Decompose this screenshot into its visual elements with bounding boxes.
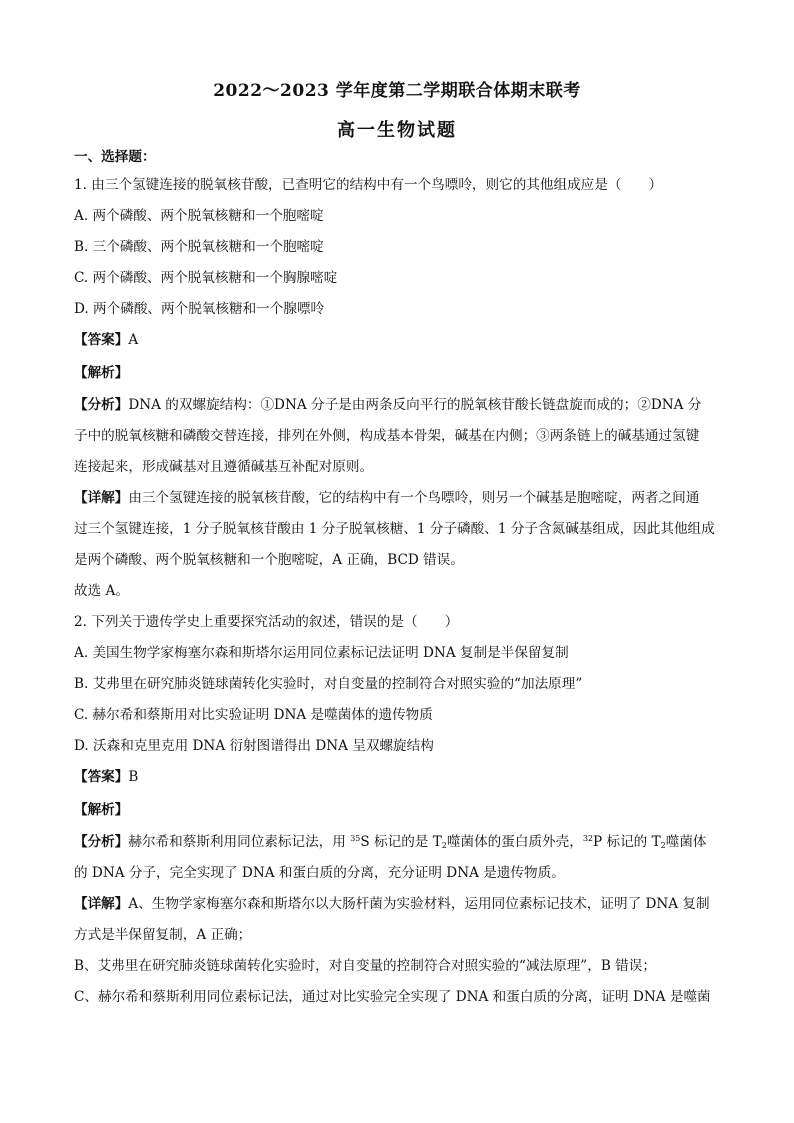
question-1-option-a: A. 两个磷酸、两个脱氧核糖和一个胞嘧啶 bbox=[74, 208, 324, 224]
question-1-stem: 1. 由三个氢键连接的脱氧核苷酸，已查明它的结构中有一个鸟嘌呤，则它的其他组成应是（ ） bbox=[74, 177, 663, 193]
question-2-option-b: B. 艾弗里在研究肺炎链球菌转化实验时，对自变量的控制符合对照实验的“加法原理” bbox=[74, 676, 583, 692]
question-1-xiangjie-line-2: 过三个氢键连接，1 分子脱氧核苷酸由 1 分子脱氧核糖、1 分子磷酸、1 分子含氮碱基组成，因此其他组成 bbox=[74, 521, 715, 537]
fenxi-text-2: S 标记的是 T bbox=[360, 834, 442, 850]
question-2-xiangjie-line-4: C、赫尔希和蔡斯利用同位素标记法，通过对比实验完全实现了 DNA 和蛋白质的分离，证明 DNA 是噬菌 bbox=[74, 989, 711, 1005]
question-1-fenxi-line-2: 子中的脱氧核糖和磷酸交替连接，排列在外侧，构成基本骨架，碱基在内侧；③两条链上的碱基通过氢键 bbox=[74, 428, 700, 444]
fenxi-text-5: 噬菌体 bbox=[665, 834, 707, 850]
isotope-mass-32: 32 bbox=[582, 834, 594, 843]
xiangjie-tag: 【详解】 bbox=[74, 896, 129, 912]
question-1-xiangjie-line-1 bbox=[74, 489, 724, 507]
question-1-fenxi-line-1 bbox=[74, 396, 724, 414]
question-2-xiangjie-line-1 bbox=[74, 895, 724, 913]
question-1-answer bbox=[74, 331, 724, 349]
phage-subscript: 2 bbox=[660, 841, 666, 850]
question-2-option-c: C. 赫尔希和蔡斯用对比实验证明 DNA 是噬菌体的遗传物质 bbox=[74, 707, 433, 723]
answer-value: A bbox=[128, 332, 139, 348]
question-1-analysis-tag: 【解析】 bbox=[74, 365, 129, 381]
question-2-option-a: A. 美国生物学家梅塞尔森和斯塔尔运用同位素标记法证明 DNA 复制是半保留复制 bbox=[74, 645, 569, 661]
isotope-mass-35: 35 bbox=[350, 834, 361, 843]
section-heading: 一、选择题： bbox=[74, 149, 156, 165]
phage-subscript: 2 bbox=[441, 841, 447, 850]
question-1-option-b: B. 三个磷酸、两个脱氧核糖和一个胞嘧啶 bbox=[74, 239, 324, 255]
xiangjie-tag: 【详解】 bbox=[74, 490, 129, 506]
exam-title: 2022～2023 学年度第二学期联合体期末联考 bbox=[213, 81, 581, 101]
question-1-xiangjie-line-3: 是两个磷酸、两个脱氧核糖和一个胞嘧啶，A 正确，BCD 错误。 bbox=[74, 552, 464, 568]
question-1-option-c: C. 两个磷酸、两个脱氧核糖和一个胸腺嘧啶 bbox=[74, 270, 338, 286]
fenxi-tag: 【分析】 bbox=[74, 834, 129, 850]
fenxi-text-4: P 标记的 T bbox=[593, 834, 661, 850]
fenxi-tag: 【分析】 bbox=[74, 397, 129, 413]
exam-subtitle: 高一生物试题 bbox=[337, 120, 457, 141]
question-2-xiangjie-line-3: B、艾弗里在研究肺炎链球菌转化实验时，对自变量的控制符合对照实验的“减法原理”，B 错误； bbox=[74, 958, 656, 974]
xiangjie-text: A、生物学家梅塞尔森和斯塔尔以大肠杆菌为实验材料，运用同位素标记技术，证明了 DNA 复制 bbox=[128, 896, 710, 912]
answer-tag: 【答案】 bbox=[74, 769, 129, 785]
question-1-conclusion: 故选 A。 bbox=[74, 583, 129, 599]
question-2-analysis-tag: 【解析】 bbox=[74, 802, 129, 818]
question-1-fenxi-line-3: 连接起来，形成碱基对且遵循碱基互补配对原则。 bbox=[74, 459, 374, 475]
question-2-xiangjie-line-2: 方式是半保留复制，A 正确； bbox=[74, 927, 252, 943]
answer-value: B bbox=[128, 769, 139, 785]
fenxi-text: DNA 的双螺旋结构：①DNA 分子是由两条反向平行的脱氧核苷酸长链盘旋而成的；②DNA 分 bbox=[128, 397, 702, 413]
question-1-option-d: D. 两个磷酸、两个脱氧核糖和一个腺嘌呤 bbox=[74, 301, 325, 317]
question-2-option-d: D. 沃森和克里克用 DNA 衍射图谱得出 DNA 呈双螺旋结构 bbox=[74, 738, 434, 754]
fenxi-text-1: 赫尔希和蔡斯利用同位素标记法，用 bbox=[128, 834, 351, 850]
question-2-stem: 2. 下列关于遗传学史上重要探究活动的叙述，错误的是（ ） bbox=[74, 614, 459, 630]
answer-tag: 【答案】 bbox=[74, 332, 129, 348]
xiangjie-text: 由三个氢键连接的脱氧核苷酸，它的结构中有一个鸟嘌呤，则另一个碱基是胞嘧啶，两者之间通 bbox=[128, 490, 700, 506]
question-2-fenxi-line-2: 的 DNA 分子，完全实现了 DNA 和蛋白质的分离，充分证明 DNA 是遗传物质。 bbox=[74, 865, 565, 881]
fenxi-text-3: 噬菌体的蛋白质外壳， bbox=[446, 834, 583, 850]
question-2-answer bbox=[74, 768, 724, 786]
question-2-fenxi-line-1 bbox=[74, 833, 724, 851]
